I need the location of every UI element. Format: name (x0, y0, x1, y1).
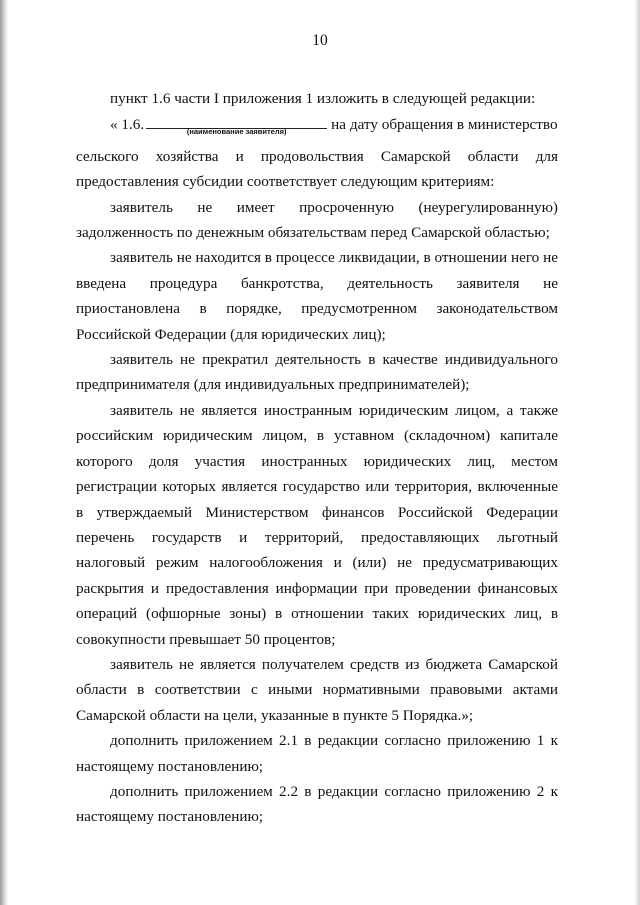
paragraph: заявитель не прекратил деятельность в качестве индивидуального предпринимателя (для индивидуальных предпринимателей); (76, 351, 558, 394)
intro-paragraph: пункт 1.6 части I приложения 1 изложить в следующей редакции: (110, 90, 536, 107)
item-prefix: « 1.6. (110, 116, 145, 134)
blank-caption: (наименование заявителя) (186, 127, 287, 137)
page-number: 10 (312, 32, 328, 49)
scan-edge-left (0, 0, 20, 905)
paragraph: заявитель не находится в процессе ликвидации, в отношении него не введена процедура банкротства, деятельность заявителя не приостановлена в порядке, предусмотренном законодательством Российской Федерации (для юридических лиц); (76, 249, 558, 343)
item-suffix: на дату обращения в министерство (331, 116, 558, 134)
item-1-6-line (76, 111, 558, 137)
paragraph: сельского хозяйства и продовольствия Самарской области для предоставления субсидии соответствует следующим критериям: (76, 147, 558, 191)
applicant-name-blank (146, 111, 327, 137)
paragraph: заявитель не имеет просроченную (неурегулированную) задолженность по денежным обязательствам перед Самарской областью; (76, 198, 558, 242)
paragraph: заявитель не является иностранным юридическим лицом, а также российским юридическим лицом, в уставном (складочном) капитале которого доля участия иностранных юридических лиц, местом регистрации которых является государство или территория, включенные в утверждаемый Министерством финансов Российской Федерации перечень государств и территорий, предоставляющих льготный налоговый режим налогообложения и (или) не предусматривающих раскрытия и предоставления информации при проведении финансовых операций (офшорные зоны) в отношении таких юридических лиц, в совокупности превышает 50 процентов; (76, 401, 558, 648)
paragraph: дополнить приложением 2.1 в редакции согласно приложению 1 к настоящему постановлению; (76, 732, 558, 775)
scan-edge-right (634, 0, 640, 905)
paragraph: заявитель не является получателем средств из бюджета Самарской области в соответствии с иными нормативными правовыми актами Самарской области на цели, указанные в пункте 5 Порядка.»; (76, 655, 558, 724)
paragraph: дополнить приложением 2.2 в редакции согласно приложению 2 к настоящему постановлению; (76, 782, 558, 826)
document-body (76, 86, 558, 830)
